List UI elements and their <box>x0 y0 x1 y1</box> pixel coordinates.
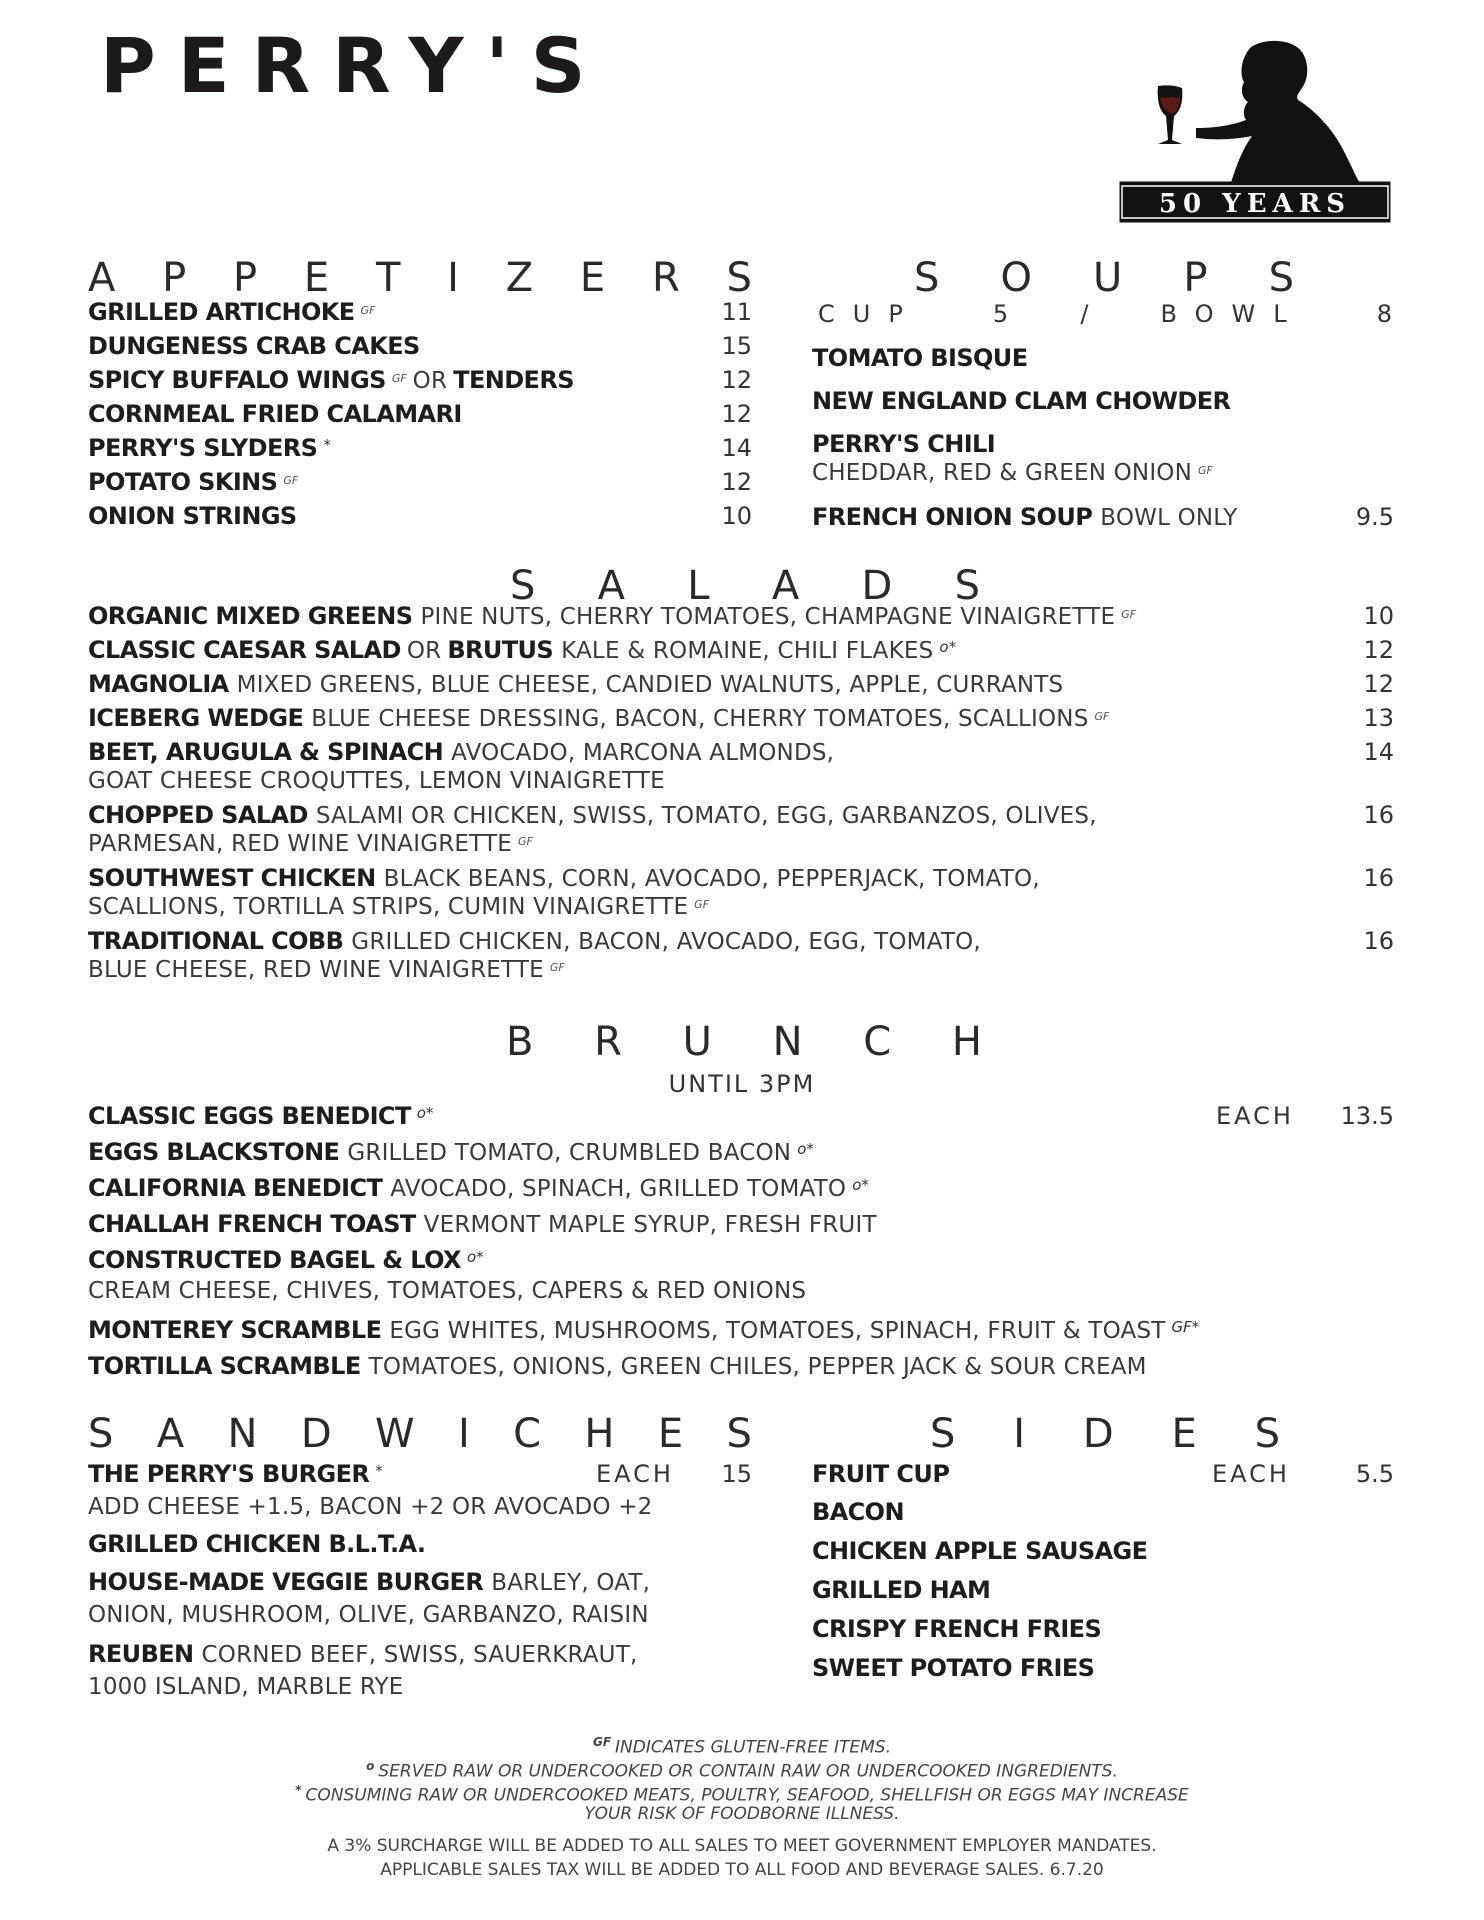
item-line <box>88 604 1136 629</box>
raw-warning-mark: * <box>323 435 331 454</box>
item-line <box>88 1212 877 1237</box>
item-line <box>812 1500 904 1524</box>
item-price: 14 <box>721 434 752 462</box>
salad-row-5 <box>88 803 1394 828</box>
soup-row-3 <box>812 505 1394 530</box>
bowl-label: BOWL <box>1160 300 1305 328</box>
item-price: 12 <box>1363 636 1394 664</box>
item-description-continued <box>88 896 709 919</box>
item-line <box>88 1462 383 1486</box>
item-name: REUBEN <box>88 1640 194 1668</box>
each-price: 5.5 <box>1355 1460 1394 1488</box>
side-row-2 <box>812 1539 1394 1563</box>
item-description: BLUE CHEESE DRESSING, BACON, CHERRY TOMATOES, SCALLIONS <box>311 706 1089 732</box>
title-letter: O <box>1000 255 1032 301</box>
anniversary-logo <box>1112 36 1394 226</box>
title-letter: N <box>772 1019 803 1065</box>
item-name: CHOPPED SALAD <box>88 801 308 829</box>
item-name: GRILLED ARTICHOKE <box>88 298 355 326</box>
soup-row-1 <box>812 389 1394 413</box>
item-description: BLACK BEANS, CORN, AVOCADO, PEPPERJACK, TOMATO, <box>383 866 1040 892</box>
title-letter: T <box>375 255 401 301</box>
gluten-free-mark: GF <box>1094 709 1110 723</box>
item-name: CLASSIC CAESAR SALAD <box>88 636 401 664</box>
brunch-title <box>506 1019 982 1065</box>
item-name: DUNGENESS CRAB CAKES <box>88 332 420 360</box>
salad-row-2 <box>88 672 1394 697</box>
raw-mark: o <box>366 1759 375 1773</box>
item-description: BOWL ONLY <box>1100 505 1238 531</box>
sandwich-row-3 <box>88 1642 752 1667</box>
raw-warning-mark: o* <box>416 1103 434 1122</box>
salad-row-6 <box>88 866 1394 891</box>
item-line <box>812 346 1028 370</box>
item-price: 14 <box>1363 738 1394 766</box>
soup-row-0 <box>812 346 1394 370</box>
title-letter: E <box>657 1411 684 1457</box>
item-description-continued <box>88 833 533 856</box>
each-label: EACH <box>596 1460 674 1488</box>
item-line <box>88 1642 637 1667</box>
title-letter: E <box>303 255 330 301</box>
title-letter: S <box>930 1411 956 1457</box>
brunch-subtitle: UNTIL 3PM <box>668 1070 816 1098</box>
item-description-2: GOAT CHEESE CROQUTTES, LEMON VINAIGRETTE <box>88 768 665 794</box>
brunch-row-1 <box>88 1140 1394 1165</box>
raw-warning-mark: * <box>375 1461 383 1480</box>
item-price: 16 <box>1363 927 1394 955</box>
appetizer-row-3 <box>88 402 752 426</box>
item-description-2: CREAM CHEESE, CHIVES, TOMATOES, CAPERS & RED ONIONS <box>88 1278 807 1304</box>
item-price: 11 <box>721 298 752 326</box>
item-name: CHALLAH FRENCH TOAST <box>88 1210 416 1238</box>
salads-title <box>510 563 980 609</box>
item-name: GRILLED CHICKEN B.L.T.A. <box>88 1530 426 1558</box>
item-line <box>812 1462 949 1486</box>
item-description: MIXED GREENS, BLUE CHEESE, CANDIED WALNUTS, APPLE, CURRANTS <box>236 672 1064 698</box>
item-line <box>88 672 1063 697</box>
title-letter: W <box>375 1411 415 1457</box>
title-letter: Z <box>505 255 534 301</box>
item-line <box>88 1570 650 1595</box>
salad-row-0 <box>88 604 1394 629</box>
item-line <box>812 1539 1147 1563</box>
sides-each-price <box>1212 1462 1394 1486</box>
footer-surcharge: A 3% SURCHARGE WILL BE ADDED TO ALL SALES TO MEET GOVERNMENT EMPLOYER MANDATES. <box>327 1836 1157 1856</box>
item-line <box>812 1656 1094 1680</box>
each-price: 15 <box>721 1460 752 1488</box>
item-description: VERMONT MAPLE SYRUP, FRESH FRUIT <box>423 1212 877 1238</box>
title-letter: S <box>1268 255 1294 301</box>
title-letter: S <box>726 255 752 301</box>
item-price: 12 <box>721 468 752 496</box>
title-letter: S <box>88 1411 114 1457</box>
item-line <box>88 334 420 358</box>
item-name: ONION STRINGS <box>88 502 297 530</box>
title-letter: B <box>506 1019 534 1065</box>
item-line <box>812 432 995 456</box>
title-letter: E <box>1171 1411 1197 1457</box>
item-description-2: 1000 ISLAND, MARBLE RYE <box>88 1674 404 1700</box>
side-row-3 <box>812 1578 1394 1602</box>
sandwich-row-1 <box>88 1532 752 1556</box>
item-description-continued <box>88 959 565 982</box>
item-name: CLASSIC EGGS BENEDICT <box>88 1102 411 1130</box>
item-line <box>88 1354 1147 1379</box>
item-name: THE PERRY'S BURGER <box>88 1460 370 1488</box>
each-price: 13.5 <box>1340 1102 1394 1130</box>
brunch-row-4 <box>88 1248 1394 1272</box>
item-description-2: ADD CHEESE +1.5, BACON +2 OR AVOCADO +2 <box>88 1494 653 1520</box>
item-line <box>88 740 834 765</box>
item-line <box>88 929 981 954</box>
item-name: ICEBERG WEDGE <box>88 704 304 732</box>
price-separator: / <box>1080 300 1089 328</box>
title-letter: C <box>513 1411 542 1457</box>
title-letter: N <box>227 1411 258 1457</box>
item-description-continued <box>88 1676 404 1699</box>
item-name: GRILLED HAM <box>812 1576 991 1604</box>
title-letter: S <box>1254 1411 1280 1457</box>
item-line <box>88 638 956 663</box>
item-description-continued <box>88 770 665 793</box>
footer-gf-note <box>0 1736 1484 1757</box>
warning-text: CONSUMING RAW OR UNDERCOOKED MEATS, POULTRY, SEAFOOD, SHELLFISH OR EGGS MAY INCREASE <box>305 1785 1189 1806</box>
item-description-2: PARMESAN, RED WINE VINAIGRETTE <box>88 831 512 857</box>
brunch-row-0 <box>88 1104 1394 1128</box>
item-name: CONSTRUCTED BAGEL & LOX <box>88 1246 461 1274</box>
item-name: CORNMEAL FRIED CALAMARI <box>88 400 462 428</box>
title-letter: C <box>863 1019 892 1065</box>
title-letter: A <box>597 563 626 609</box>
appetizer-row-4 <box>88 436 752 460</box>
title-letter: S <box>954 563 980 609</box>
salad-row-1 <box>88 638 1394 663</box>
brunch-row-3 <box>88 1212 1394 1237</box>
item-name: SPICY BUFFALO WINGS <box>88 366 386 394</box>
item-name: BEET, ARUGULA & SPINACH <box>88 738 444 766</box>
side-row-5 <box>812 1656 1394 1680</box>
footer-raw-note <box>0 1760 1484 1781</box>
item-line <box>88 803 1097 828</box>
item-description: GRILLED CHICKEN, BACON, AVOCADO, EGG, TOMATO, <box>351 929 981 955</box>
gluten-free-mark: GF <box>1198 463 1213 477</box>
item-name: ORGANIC MIXED GREENS <box>88 602 413 630</box>
gluten-free-mark: GF <box>518 834 533 848</box>
item-or: OR <box>412 368 448 394</box>
item-description-2: SCALLIONS, TORTILLA STRIPS, CUMIN VINAIGRETTE <box>88 894 689 920</box>
item-name: TORTILLA SCRAMBLE <box>88 1352 361 1380</box>
item-description: GRILLED TOMATO, CRUMBLED BACON <box>347 1140 792 1166</box>
item-description: TOMATOES, ONIONS, GREEN CHILES, PEPPER JACK & SOUR CREAM <box>368 1354 1147 1380</box>
item-line <box>88 402 462 426</box>
item-line <box>812 505 1238 530</box>
item-line <box>812 1578 990 1602</box>
item-line <box>88 436 331 460</box>
item-line <box>812 389 1230 413</box>
item-line <box>88 368 574 393</box>
anniversary-text: 50 YEARS <box>1158 189 1352 219</box>
item-name: FRUIT CUP <box>812 1460 950 1488</box>
gf-note-text: INDICATES GLUTEN-FREE ITEMS. <box>615 1737 891 1758</box>
item-name: PERRY'S SLYDERS <box>88 434 318 462</box>
brunch-row-2 <box>88 1176 1394 1201</box>
brand-logotype: PERRY'S <box>100 21 608 110</box>
star-mark: * <box>295 1783 302 1797</box>
appetizers-title <box>88 255 752 301</box>
gluten-free-mark: GF <box>283 473 299 487</box>
item-name: TRADITIONAL COBB <box>88 927 344 955</box>
gluten-free-mark: GF <box>694 897 710 911</box>
item-name: MAGNOLIA <box>88 670 229 698</box>
sides-title <box>930 1411 1280 1457</box>
sandwich-each-price <box>596 1462 752 1486</box>
item-line <box>88 706 1109 731</box>
title-letter: R <box>594 1019 622 1065</box>
cup-label: CUP <box>818 300 921 328</box>
each-label: EACH <box>1216 1102 1294 1130</box>
gf-mark: GF <box>592 1735 612 1749</box>
item-description: EGG WHITES, MUSHROOMS, TOMATOES, SPINACH, FRUIT & TOAST <box>389 1318 1166 1344</box>
title-letter: H <box>951 1019 982 1065</box>
item-name: HOUSE-MADE VEGGIE BURGER <box>88 1568 484 1596</box>
side-row-1 <box>812 1500 1394 1524</box>
item-description: AVOCADO, SPINACH, GRILLED TOMATO <box>390 1176 847 1202</box>
item-name: CHICKEN APPLE SAUSAGE <box>812 1537 1148 1565</box>
raw-warning-mark: o* <box>852 1175 869 1194</box>
soup-row-2 <box>812 432 1394 456</box>
title-letter: I <box>457 1411 470 1457</box>
appetizer-row-0 <box>88 300 752 324</box>
salad-row-7 <box>88 929 1394 954</box>
item-line <box>88 866 1040 891</box>
gluten-free-mark: GF <box>549 960 565 974</box>
item-or: OR <box>406 638 442 664</box>
item-price: 13 <box>1363 704 1394 732</box>
raw-warning-mark: GF* <box>1171 1317 1200 1336</box>
item-line <box>88 300 375 324</box>
item-price: 16 <box>1363 864 1394 892</box>
title-letter: R <box>651 255 680 301</box>
item-line <box>88 1176 869 1201</box>
item-name: PERRY'S CHILI <box>812 430 996 458</box>
item-name: EGGS BLACKSTONE <box>88 1138 340 1166</box>
item-description: CORNED BEEF, SWISS, SAUERKRAUT, <box>201 1642 638 1668</box>
side-row-4 <box>812 1617 1394 1641</box>
title-letter: E <box>579 255 606 301</box>
item-name: NEW ENGLAND CLAM CHOWDER <box>812 387 1231 415</box>
gluten-free-mark: GF <box>391 371 407 385</box>
item-description: BARLEY, OAT, <box>491 1570 651 1596</box>
sandwiches-title <box>88 1411 752 1457</box>
title-letter: I <box>1013 1411 1026 1457</box>
item-name-alt: BRUTUS <box>447 636 554 664</box>
title-letter: P <box>162 255 187 301</box>
item-price: 10 <box>1363 602 1394 630</box>
item-name: CRISPY FRENCH FRIES <box>812 1615 1102 1643</box>
title-letter: D <box>861 563 893 609</box>
appetizer-row-2 <box>88 368 752 393</box>
title-letter: S <box>914 255 940 301</box>
raw-note-text: SERVED RAW OR UNDERCOOKED OR CONTAIN RAW OR UNDERCOOKED INGREDIENTS. <box>378 1761 1118 1782</box>
item-description-continued <box>88 1280 806 1303</box>
salad-row-4 <box>88 740 1394 765</box>
appetizer-row-5 <box>88 470 752 494</box>
raw-warning-mark: o* <box>939 637 957 656</box>
item-name: TOMATO BISQUE <box>812 344 1028 372</box>
gluten-free-mark: GF <box>360 303 376 317</box>
title-letter: D <box>300 1411 332 1457</box>
item-name: SWEET POTATO FRIES <box>812 1654 1095 1682</box>
item-name: CALIFORNIA BENEDICT <box>88 1174 383 1202</box>
item-price: 12 <box>1363 670 1394 698</box>
item-line <box>812 1617 1101 1641</box>
item-line <box>88 1318 1199 1343</box>
item-description-2: BLUE CHEESE, RED WINE VINAIGRETTE <box>88 957 544 983</box>
footer-consumption-warning-2: YOUR RISK OF FOODBORNE ILLNESS. <box>584 1804 900 1824</box>
item-description: CHEDDAR, RED & GREEN ONION <box>812 460 1193 486</box>
item-price: 9.5 <box>1355 503 1394 531</box>
item-description-continued <box>88 1604 649 1627</box>
soup-cup-bowl-pricing <box>818 302 1392 326</box>
footer-tax: APPLICABLE SALES TAX WILL BE ADDED TO ALL FOOD AND BEVERAGE SALES. 6.7.20 <box>380 1860 1104 1880</box>
item-name: POTATO SKINS <box>88 468 278 496</box>
raw-warning-mark: o* <box>797 1139 814 1158</box>
item-name: SOUTHWEST CHICKEN <box>88 864 376 892</box>
item-description-continued <box>88 1496 653 1519</box>
cup-price: 5 <box>992 300 1009 328</box>
each-label: EACH <box>1212 1460 1290 1488</box>
item-price: 10 <box>721 502 752 530</box>
item-price: 16 <box>1363 801 1394 829</box>
brunch-each-price <box>1216 1104 1394 1128</box>
title-letter: A <box>156 1411 185 1457</box>
title-letter: I <box>447 255 459 301</box>
item-name-alt: TENDERS <box>453 366 574 394</box>
item-line <box>88 1104 433 1128</box>
brunch-row-6 <box>88 1354 1394 1379</box>
item-description: PINE NUTS, CHERRY TOMATOES, CHAMPAGNE VINAIGRETTE <box>420 604 1116 630</box>
appetizer-row-1 <box>88 334 752 358</box>
soup-description <box>812 462 1213 485</box>
item-line <box>88 504 297 528</box>
footer-consumption-warning <box>0 1784 1484 1805</box>
salad-row-3 <box>88 706 1394 731</box>
title-letter: U <box>1093 255 1123 301</box>
item-line <box>88 1140 814 1165</box>
title-letter: D <box>1082 1411 1114 1457</box>
item-price: 12 <box>721 400 752 428</box>
title-letter: P <box>233 255 258 301</box>
soups-title <box>914 255 1294 301</box>
title-letter: S <box>726 1411 752 1457</box>
item-name: FRENCH ONION SOUP <box>812 503 1093 531</box>
item-description: SALAMI OR CHICKEN, SWISS, TOMATO, EGG, GARBANZOS, OLIVES, <box>315 803 1097 829</box>
brunch-row-5 <box>88 1318 1394 1343</box>
title-letter: P <box>1183 255 1208 301</box>
item-line <box>88 470 298 494</box>
item-line <box>88 1532 425 1556</box>
man-with-wine-glass-silhouette-icon <box>1158 41 1362 186</box>
title-letter: A <box>771 563 800 609</box>
item-description-2: ONION, MUSHROOM, OLIVE, GARBANZO, RAISIN <box>88 1602 649 1628</box>
item-name: BACON <box>812 1498 904 1526</box>
item-line <box>88 1248 484 1272</box>
appetizer-row-6 <box>88 504 752 528</box>
sandwich-row-2 <box>88 1570 752 1595</box>
item-description: AVOCADO, MARCONA ALMONDS, <box>451 740 835 766</box>
title-letter: U <box>682 1019 712 1065</box>
title-letter: A <box>88 255 116 301</box>
gluten-free-mark: GF <box>1121 607 1137 621</box>
title-letter: L <box>687 563 710 609</box>
item-description: KALE & ROMAINE, CHILI FLAKES <box>561 638 934 664</box>
title-letter: H <box>584 1411 615 1457</box>
raw-warning-mark: o* <box>466 1247 484 1266</box>
title-letter: S <box>510 563 536 609</box>
item-price: 15 <box>721 332 752 360</box>
item-price: 12 <box>721 366 752 394</box>
bowl-price: 8 <box>1376 300 1392 328</box>
item-name: MONTEREY SCRAMBLE <box>88 1316 382 1344</box>
